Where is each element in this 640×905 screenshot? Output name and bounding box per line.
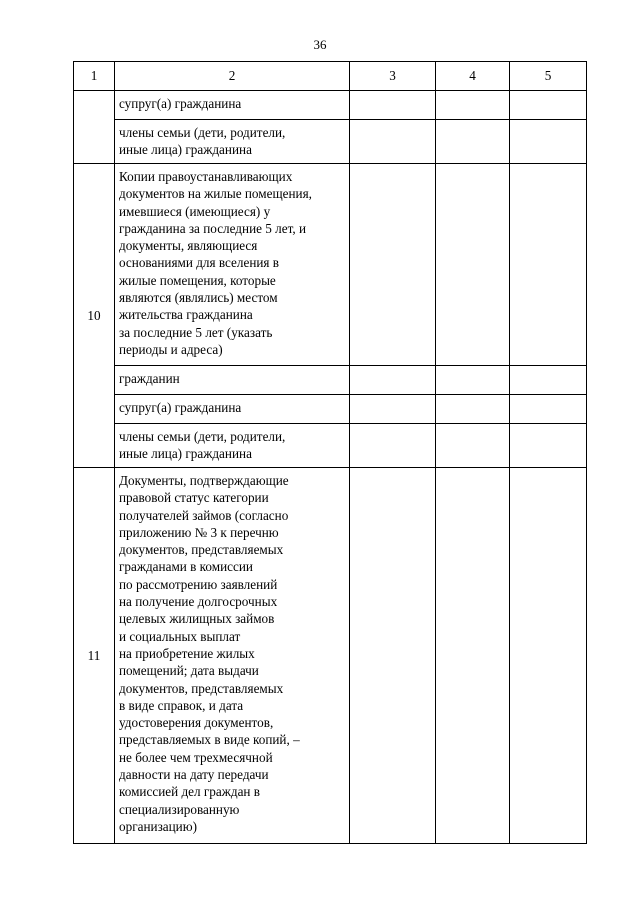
table-row bbox=[74, 366, 587, 395]
row-description: Документы, подтверждающие правовой статус категории получателей займов (согласно приложению № 3 к перечню документов, представляемых гражданами в комиссии по рассмотрению заявлений на получение долгосрочных целевых жилищных займов и социальных выплат на приобретение жилых помещений; дата выдачи документов, представляемых в виде справок, и дата удостоверения документов, представляемых в виде копий, – не более чем трехмесячной давности на дату передачи комиссией дел граждан в специализированную организацию) bbox=[115, 468, 350, 844]
empty-cell bbox=[436, 164, 510, 366]
table-row bbox=[74, 91, 587, 120]
table-row bbox=[74, 468, 587, 844]
empty-cell bbox=[350, 164, 436, 366]
column-header: 1 bbox=[74, 62, 115, 91]
row-number: 10 bbox=[74, 164, 115, 468]
empty-cell bbox=[436, 468, 510, 844]
empty-cell bbox=[436, 395, 510, 424]
table-row bbox=[74, 395, 587, 424]
documents-table bbox=[73, 61, 587, 844]
table-row bbox=[74, 120, 587, 164]
empty-cell bbox=[350, 91, 436, 120]
table-row bbox=[74, 164, 587, 366]
row-description: гражданин bbox=[115, 366, 350, 395]
row-description: супруг(а) гражданина bbox=[115, 395, 350, 424]
row-description: супруг(а) гражданина bbox=[115, 91, 350, 120]
empty-cell bbox=[436, 366, 510, 395]
empty-cell bbox=[350, 468, 436, 844]
table-header-row bbox=[74, 62, 587, 91]
page-number: 36 bbox=[313, 37, 327, 52]
row-description: члены семьи (дети, родители, иные лица) гражданина bbox=[115, 424, 350, 468]
empty-cell bbox=[436, 91, 510, 120]
empty-cell bbox=[510, 395, 587, 424]
row-description: члены семьи (дети, родители, иные лица) гражданина bbox=[115, 120, 350, 164]
empty-cell bbox=[350, 395, 436, 424]
empty-cell bbox=[510, 424, 587, 468]
empty-cell bbox=[350, 424, 436, 468]
column-header: 2 bbox=[115, 62, 350, 91]
empty-cell bbox=[510, 366, 587, 395]
column-header: 5 bbox=[510, 62, 587, 91]
column-header: 3 bbox=[350, 62, 436, 91]
row-description: Копии правоустанавливающих документов на жилые помещения, имевшиеся (имеющиеся) у гражданина за последние 5 лет, и документы, являющиеся основаниями для вселения в жилые помещения, которые являются (являлись) местом жительства гражданина за последние 5 лет (указать периоды и адреса) bbox=[115, 164, 350, 366]
empty-cell bbox=[510, 468, 587, 844]
empty-cell bbox=[510, 164, 587, 366]
empty-cell bbox=[510, 120, 587, 164]
empty-cell bbox=[510, 91, 587, 120]
table-row bbox=[74, 424, 587, 468]
empty-cell bbox=[436, 120, 510, 164]
row-number-cell bbox=[74, 91, 115, 164]
empty-cell bbox=[350, 366, 436, 395]
row-number: 11 bbox=[74, 468, 115, 844]
column-header: 4 bbox=[436, 62, 510, 91]
empty-cell bbox=[350, 120, 436, 164]
empty-cell bbox=[436, 424, 510, 468]
